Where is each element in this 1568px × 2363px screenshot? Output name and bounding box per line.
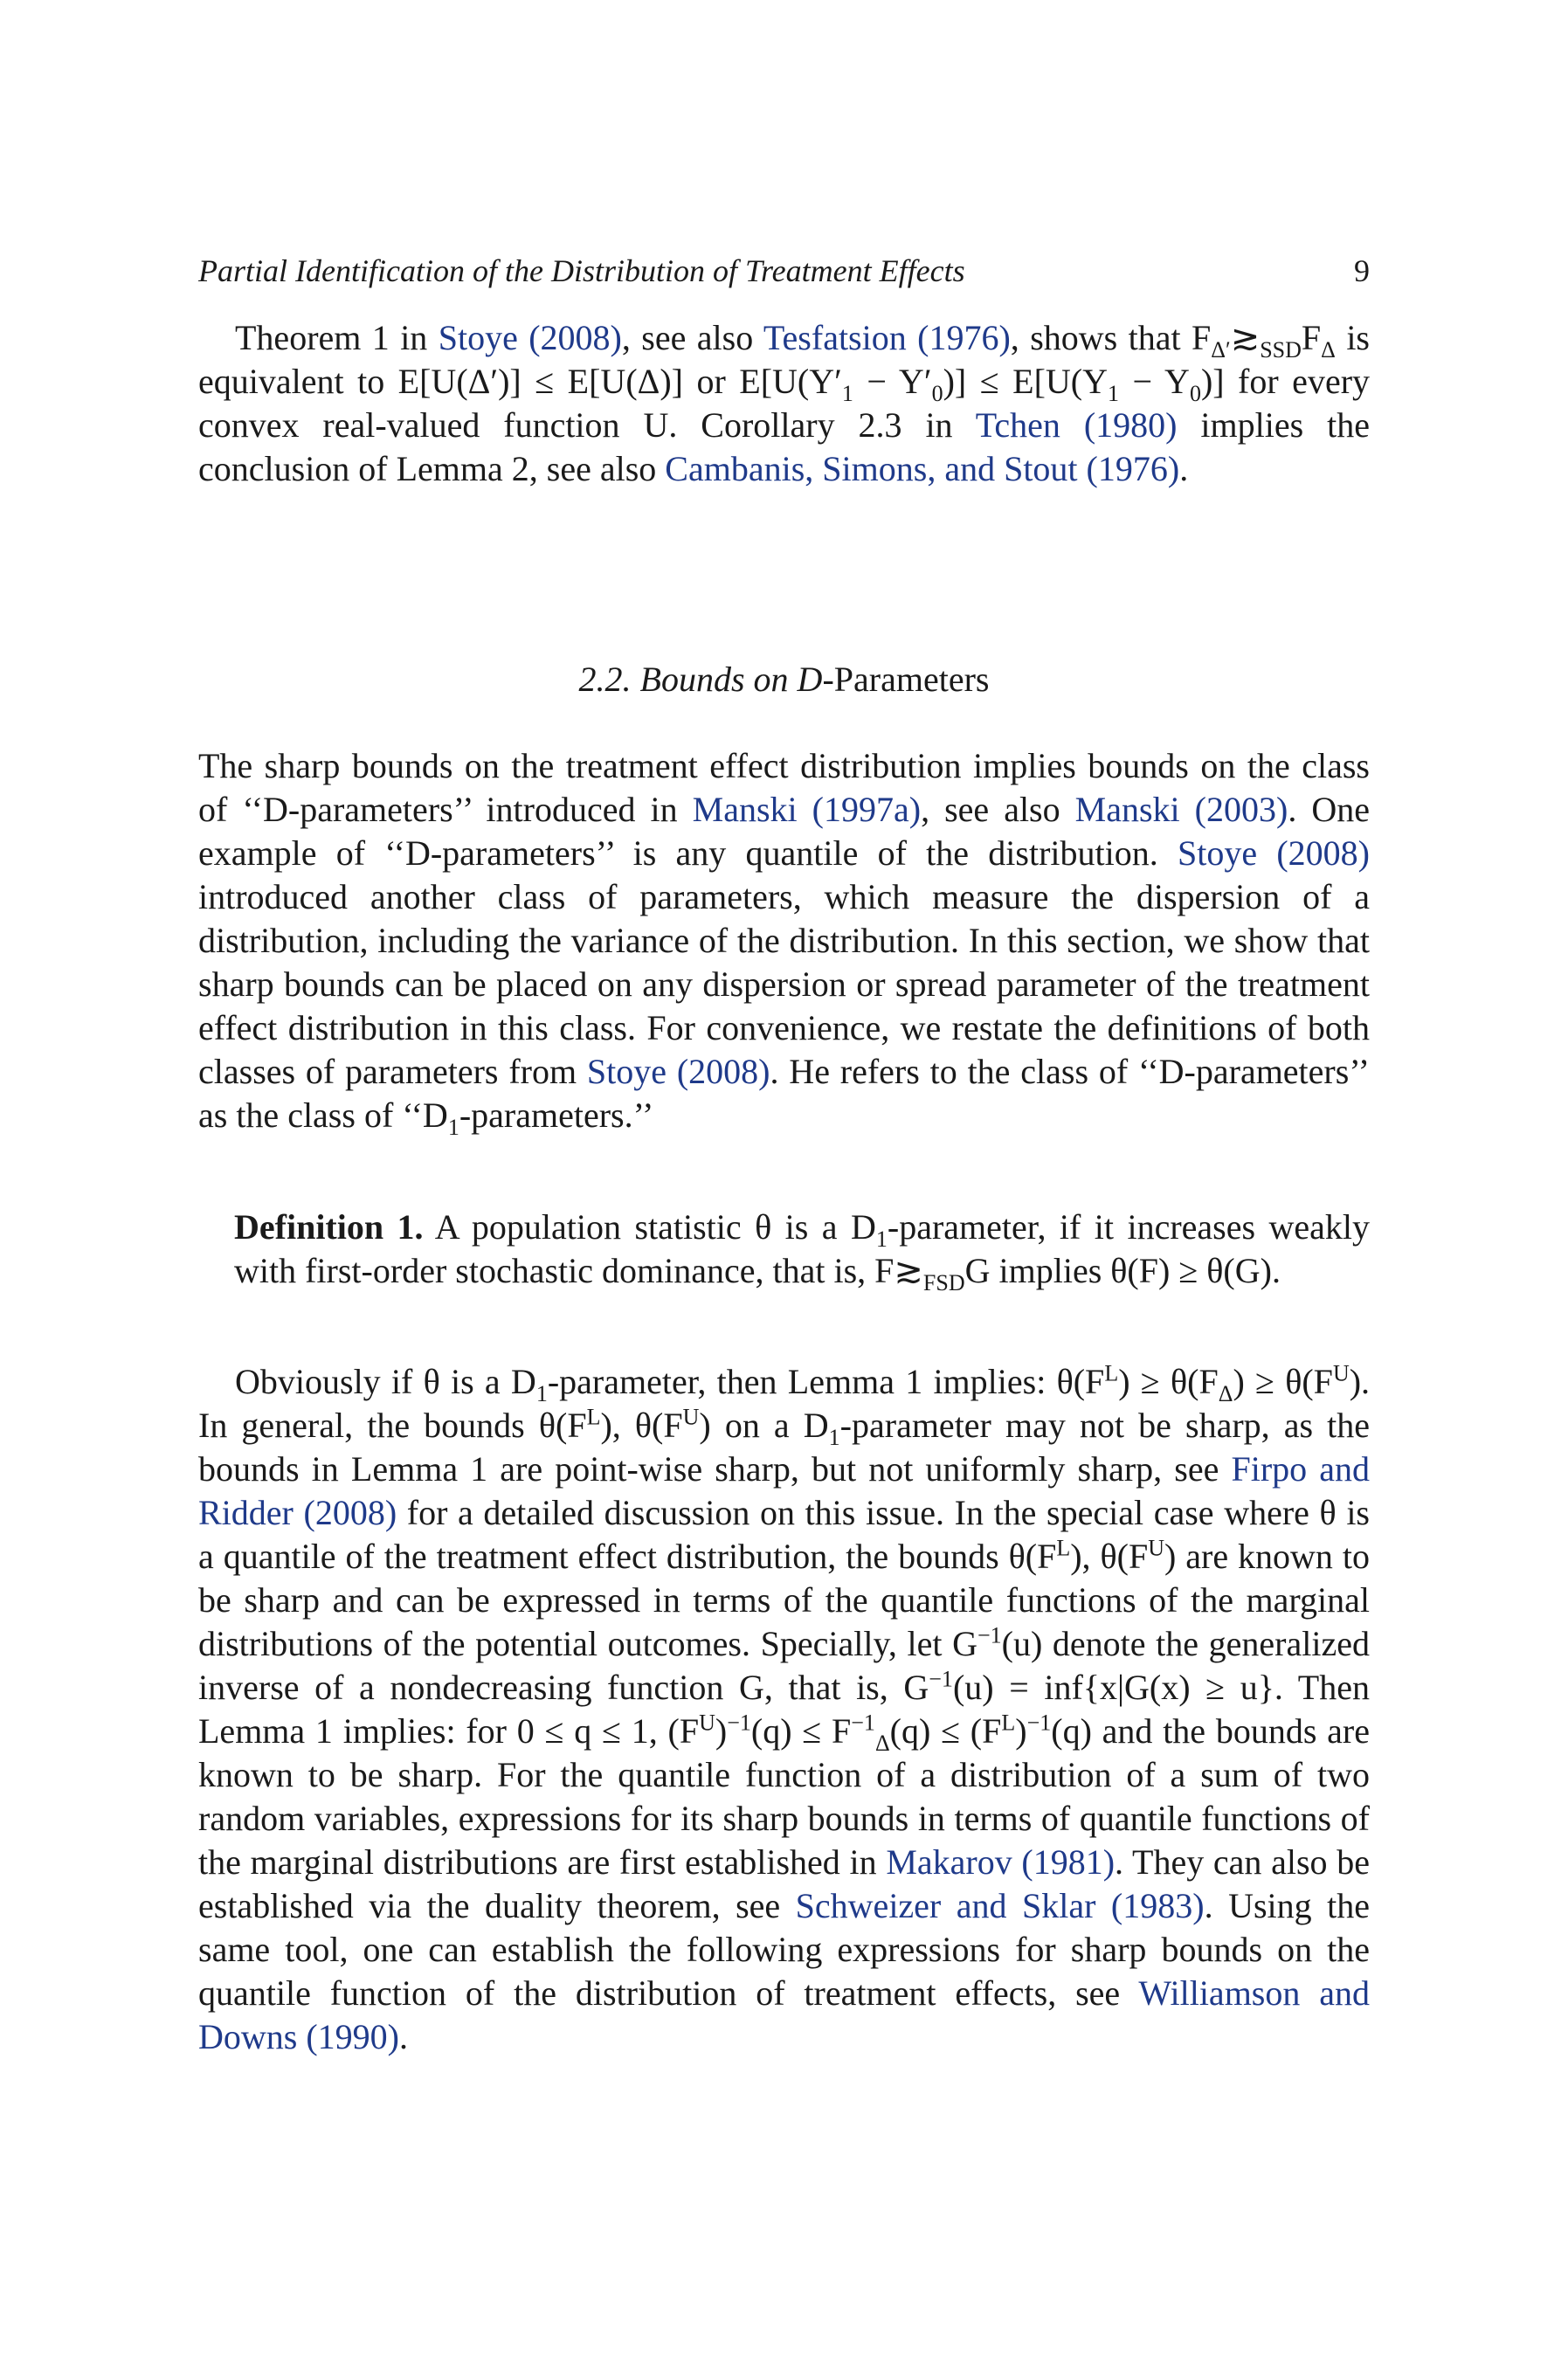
- section-title-italic: Bounds on D: [639, 660, 823, 699]
- text: (u) denote the generalized inverse of a nondecreasing function G, that is, G: [198, 1624, 1370, 1707]
- definition-label: Definition 1.: [234, 1207, 424, 1247]
- text: ), θ(F: [1070, 1537, 1149, 1576]
- text: . One example of ‘‘D-parameters’’ is any quantile of the distribution.: [198, 790, 1370, 873]
- text: -parameter may not be sharp, as the bounds in Lemma 1 are point-wise sharp, but not uniformly sharp, see: [198, 1406, 1371, 1489]
- text: Theorem 1 in: [235, 318, 439, 357]
- subscript: 1: [875, 1226, 888, 1252]
- citation-link[interactable]: Schweizer and Sklar (1983): [795, 1886, 1205, 1925]
- subscript: SSD: [1260, 337, 1302, 363]
- citation-link[interactable]: Firpo and Ridder (2008): [198, 1449, 1370, 1532]
- subscript: FSD: [922, 1270, 965, 1296]
- citation-link[interactable]: Makarov (1981): [886, 1842, 1116, 1882]
- text: − Y′: [853, 362, 932, 401]
- citation-link[interactable]: Tchen (1980): [975, 405, 1178, 445]
- text: )] ≤ E[U(Y: [943, 362, 1108, 401]
- subscript: Δ: [1321, 337, 1336, 363]
- text: ) are known to be sharp and can be expressed in terms of the quantile functions of the marginal distributions of the potential outcomes. Specially, let G: [198, 1537, 1370, 1663]
- text: introduced another class of parameters, which measure the dispersion of a distribution, including the variance of the distribution. In this section, we show that sharp bounds can be placed on any dispersion or spread parameter of the treatment effect distribution in this class. For convenience, we restate the definitions of both classes of parameters from: [198, 877, 1370, 1091]
- subscript: Δ: [874, 1731, 890, 1756]
- text: . They can also be established via the duality theorem, see: [198, 1842, 1370, 1925]
- subscript: Δ: [1218, 1381, 1233, 1406]
- text: (q) ≤ F: [750, 1711, 852, 1751]
- text: ): [715, 1711, 728, 1751]
- paragraph-quantile-bounds: [198, 1360, 1370, 2059]
- text: Obviously if θ is a D: [235, 1362, 536, 1401]
- superscript: −1: [1026, 1710, 1052, 1736]
- text: , see also: [621, 318, 763, 357]
- text: − Y: [1119, 362, 1190, 401]
- text: .: [1179, 449, 1189, 488]
- subscript: 0: [1189, 381, 1201, 406]
- text: (q) ≤ (F: [889, 1711, 1002, 1751]
- text: . Using the same tool, one can establish the following expressions for sharp bounds on the quantile function of the distribution of treatment effects, see: [198, 1886, 1371, 2013]
- text: F: [1301, 318, 1322, 357]
- text: The sharp bounds on the treatment effect distribution implies bounds on the class of ‘‘D-parameters’’ introduced in: [198, 746, 1370, 829]
- superscript: −1: [977, 1622, 1002, 1648]
- section-title-rest: -Parameters: [822, 660, 990, 699]
- symbol: ≳: [894, 1251, 923, 1290]
- text: -parameters.’’: [459, 1095, 654, 1135]
- citation-link[interactable]: Manski (1997a): [692, 790, 922, 829]
- citation-link[interactable]: Williamson and Downs (1990): [198, 1973, 1371, 2056]
- superscript: −1: [851, 1710, 875, 1736]
- text: ) ≥ θ(F: [1118, 1362, 1219, 1401]
- section-heading: [198, 658, 1370, 701]
- text: implies the conclusion of Lemma 2, see also: [198, 405, 1370, 488]
- subscript: 1: [841, 381, 853, 406]
- citation-link[interactable]: Stoye (2008): [438, 318, 622, 357]
- text: . He refers to the class of ‘‘D-parameters’’ as the class of ‘‘D: [198, 1052, 1370, 1135]
- text: ). In general, the bounds θ(F: [198, 1362, 1371, 1445]
- subscript: 1: [447, 1115, 459, 1140]
- citation-link[interactable]: Tesfatsion (1976): [763, 318, 1011, 357]
- running-title: Partial Identification of the Distribution of Treatment Effects: [198, 253, 965, 288]
- paragraph-d-parameters: [198, 744, 1370, 1140]
- superscript: U: [1332, 1360, 1350, 1386]
- superscript: −1: [929, 1666, 953, 1692]
- text: (q) and the bounds are known to be sharp. For the quantile function of a distribution of a sum of two random variables, expressions for its sharp bounds in terms of quantile functions of the marginal distributions are first established in: [198, 1711, 1370, 1882]
- subscript: 1: [828, 1425, 840, 1450]
- running-header: [198, 252, 1370, 290]
- citation-link[interactable]: Manski (2003): [1074, 790, 1288, 829]
- text: .: [398, 2017, 408, 2056]
- text: ) ≥ θ(F: [1233, 1362, 1333, 1401]
- superscript: U: [699, 1710, 715, 1736]
- subscript: Δ′: [1211, 337, 1231, 363]
- text: , shows that F: [1010, 318, 1212, 357]
- text: for a detailed discussion on this issue. In the special case where θ is a quantile of the treatment effect distribution, the bounds θ(F: [198, 1493, 1370, 1576]
- symbol: ≳: [1230, 318, 1261, 357]
- superscript: L: [1104, 1360, 1119, 1386]
- text: -parameter, then Lemma 1 implies: θ(F: [547, 1362, 1105, 1401]
- text: ): [1015, 1711, 1027, 1751]
- paragraph-theorem: [198, 316, 1370, 491]
- text: )] for every convex real-valued function U. Corollary 2.3 in: [198, 362, 1371, 445]
- superscript: −1: [727, 1710, 751, 1736]
- subscript: 1: [535, 1381, 548, 1406]
- text: is equivalent to E[U(Δ′)] ≤ E[U(Δ)] or E[U(Y′: [198, 318, 1370, 401]
- superscript: U: [682, 1404, 700, 1430]
- superscript: L: [1001, 1710, 1016, 1736]
- superscript: L: [1056, 1535, 1071, 1561]
- citation-link[interactable]: Stoye (2008): [586, 1052, 770, 1091]
- text: (u) = inf{x|G(x) ≥ u}. Then Lemma 1 implies: for 0 ≤ q ≤ 1, (F: [198, 1668, 1370, 1751]
- subscript: 0: [931, 381, 943, 406]
- text: G implies θ(F) ≥ θ(G).: [964, 1251, 1281, 1290]
- text: -parameter, if it increases weakly with first-order stochastic dominance, that is, F: [234, 1207, 1370, 1290]
- citation-link[interactable]: Cambanis, Simons, and Stout (1976): [665, 449, 1180, 488]
- subscript: 1: [1108, 381, 1119, 406]
- text: ), θ(F: [600, 1406, 683, 1445]
- citation-link[interactable]: Stoye (2008): [1177, 833, 1370, 873]
- superscript: L: [586, 1404, 601, 1430]
- text: , see also: [921, 790, 1075, 829]
- superscript: U: [1148, 1535, 1164, 1561]
- text: ) on a D: [699, 1406, 829, 1445]
- section-number: 2.2.: [578, 660, 640, 699]
- definition-block: [234, 1206, 1370, 1296]
- page-number: 9: [1354, 253, 1370, 288]
- text: A population statistic θ is a D: [423, 1207, 876, 1247]
